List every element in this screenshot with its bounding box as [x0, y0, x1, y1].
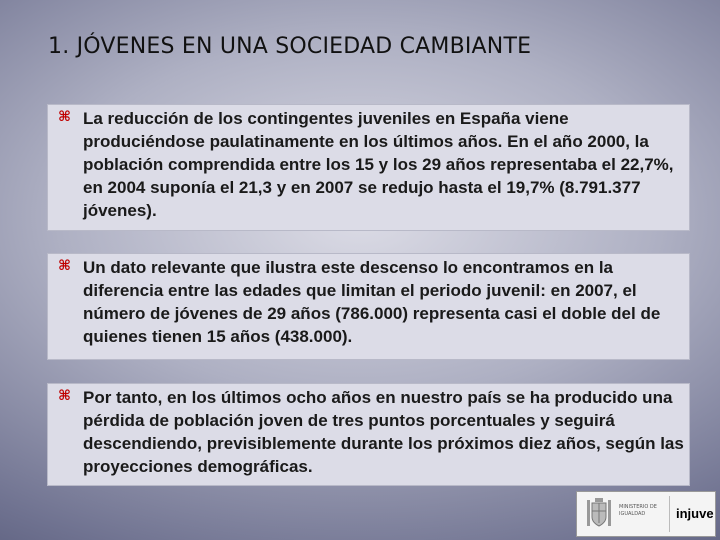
command-icon: ⌘ [58, 388, 71, 404]
injuve-logo: injuve [676, 506, 714, 521]
ministerio-label: MINISTERIO DE IGUALDAD [619, 504, 657, 517]
bullet-text-1: La reducción de los contingentes juveniles en España viene produciéndose paulatinamente en los últimos años. En el año 2000, la población comprendida entre los 15 y los 29 años representaba el 22,7%, en 2004 suponía el 21,3 y en 2007 se redujo hasta el 19,7% (8.791.377 jóvenes). [83, 109, 674, 220]
slide-title: 1. JÓVENES EN UNA SOCIEDAD CAMBIANTE [48, 34, 532, 59]
logo-divider [669, 496, 670, 532]
command-icon: ⌘ [58, 109, 71, 125]
command-icon: ⌘ [58, 258, 71, 274]
bullet-box-3 [47, 383, 690, 486]
coat-of-arms-icon [585, 497, 613, 530]
bullet-box-1 [47, 104, 690, 231]
bullet-box-2 [47, 253, 690, 360]
footer-logos [576, 491, 716, 537]
bullet-text-2: Un dato relevante que ilustra este descenso lo encontramos en la diferencia entre las edades que limitan el periodo juvenil: en 2007, el número de jóvenes de 29 años (786.000) representa casi el doble del de quienes tienen 15 años (438.000). [83, 258, 661, 346]
bullet-text-3: Por tanto, en los últimos ocho años en nuestro país se ha producido una pérdida de población joven de tres puntos porcentuales y seguirá descendiendo, previsiblemente durante los próximos diez años, según las proyecciones demográficas. [83, 388, 684, 476]
